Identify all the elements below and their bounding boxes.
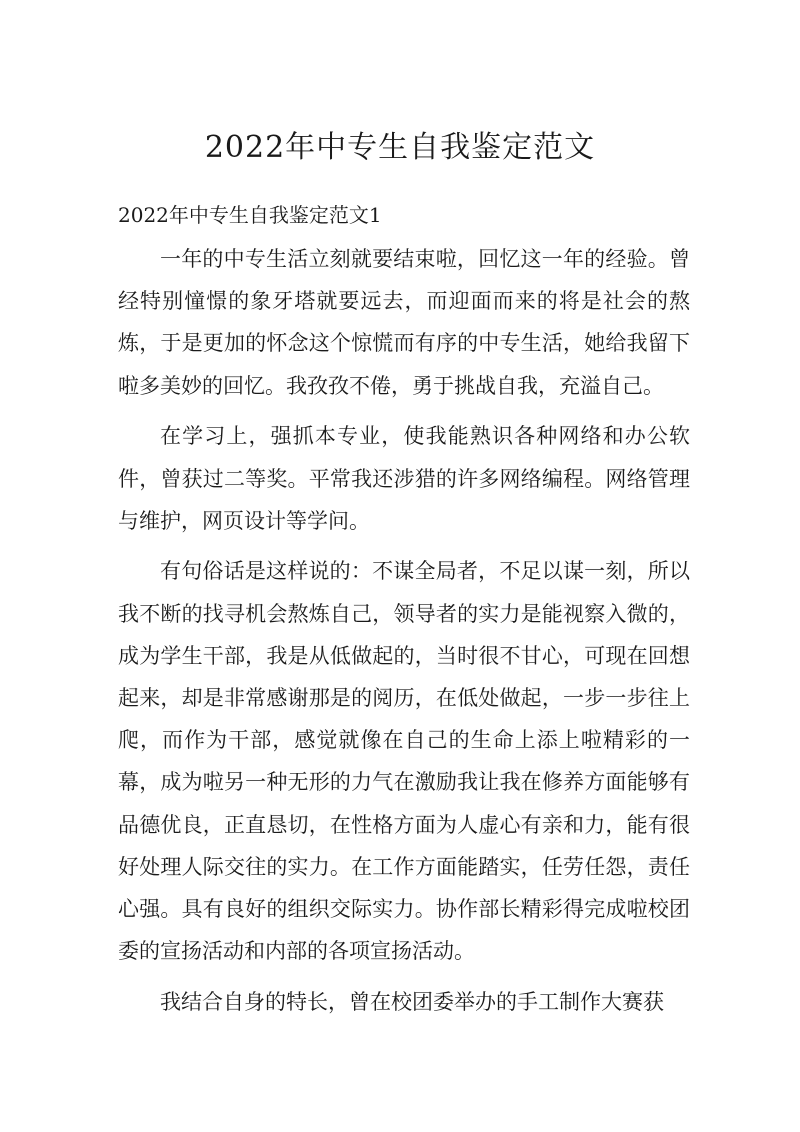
paragraph-intro: 一年的中专生活立刻就要结束啦，回忆这一年的经验。曾经特别憧憬的象牙塔就要远去，而迎面而来的将是社会的熬炼，于是更加的怀念这个惊慌而有序的中专生活，她给我留下啦多美妙的回忆。我孜孜不倦，勇于挑战自我，充溢自己。	[118, 247, 690, 398]
paragraph-study: 在学习上，强抓本专业，使我能熟识各种网络和办公软件，曾获过二等奖。平常我还涉猎的许多网络编程。网络管理与维护，网页设计等学问。	[118, 424, 690, 533]
paragraph-specialty: 我结合自身的特长，曾在校团委举办的手工制作大赛获	[160, 989, 664, 1014]
paragraph-leadership: 有句俗话是这样说的：不谋全局者，不足以谋一刻，所以我不断的找寻机会熬炼自己，领导者的实力是能视察入微的，成为学生干部，我是从低做起的，当时很不甘心，可现在回想起来，却是非常感谢那是的阅历，在低处做起，一步一步往上爬，而作为干部，感觉就像在自己的生命上添上啦精彩的一幕，成为啦另一种无形的力气在激励我让我在修养方面能够有品德优良，正直恳切，在性格方面为人虚心有亲和力，能有很好处理人际交往的实力。在工作方面能踏实，任劳任怨，责任心强。具有良好的组织交际实力。协作部长精彩得完成啦校团委的宣扬活动和内部的各项宣扬活动。	[118, 559, 690, 964]
document-body	[118, 238, 690, 1032]
document-title: 2022年中专生自我鉴定范文	[204, 130, 596, 165]
document-subtitle: 2022年中专生自我鉴定范文1	[118, 203, 382, 227]
